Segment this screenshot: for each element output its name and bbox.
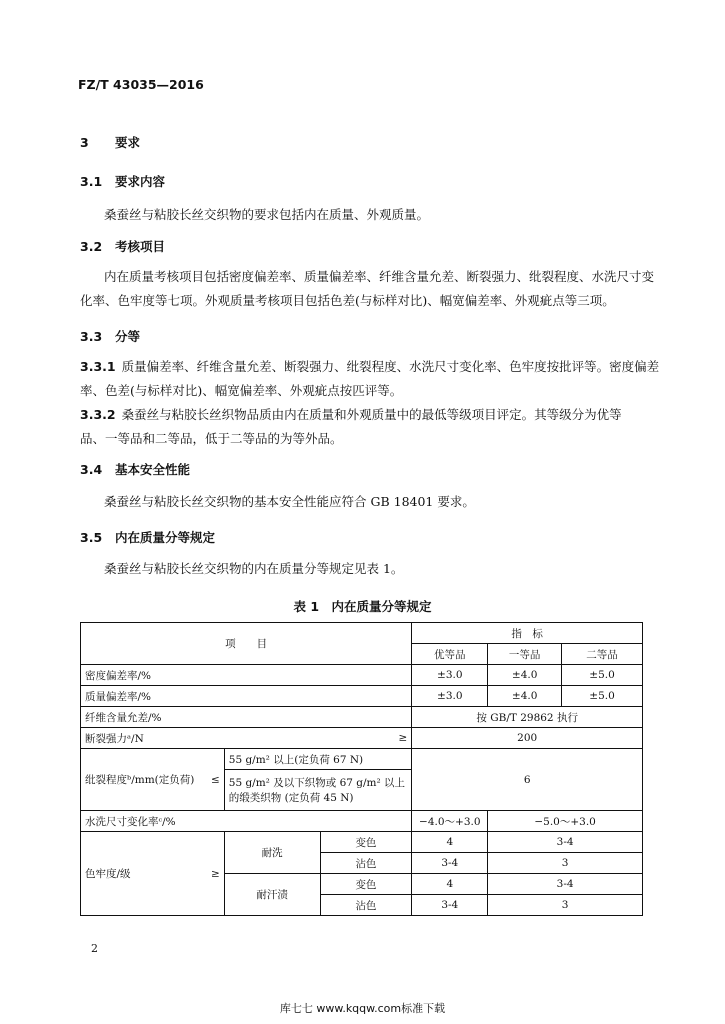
section-title: 分等 bbox=[115, 329, 141, 344]
table-cell: 3-4 bbox=[412, 895, 488, 916]
table-caption: 表 1 内在质量分等规定 bbox=[293, 599, 432, 614]
section-3-3-1-body bbox=[80, 355, 660, 403]
cell-line: 的缎类织物 (定负荷 45 N) bbox=[228, 792, 354, 804]
standard-code: FZ/T 43035—2016 bbox=[78, 77, 204, 92]
row-label: 水洗尺寸变化率ᶜ/% bbox=[81, 811, 412, 832]
row-label: 纤维含量允差/% bbox=[81, 707, 412, 728]
table-row bbox=[81, 686, 643, 707]
table-row bbox=[81, 728, 643, 749]
subsection-number: 3.3.2 bbox=[80, 407, 116, 422]
section-3-2-heading bbox=[80, 237, 165, 255]
table-row bbox=[81, 749, 643, 770]
comparison-symbol: ≤ bbox=[210, 773, 220, 786]
body-line: 率、色差(与标样对比)、幅宽偏差率、外观疵点按匹评等。 bbox=[80, 383, 403, 398]
section-title: 内在质量分等规定 bbox=[115, 530, 216, 545]
section-3-5-heading bbox=[80, 528, 215, 546]
table-cell: 按 GB/T 29862 执行 bbox=[412, 707, 643, 728]
section-3-3-heading bbox=[80, 327, 140, 345]
section-number: 3.1 bbox=[80, 174, 103, 189]
row-label-text: 纰裂程度ᵇ/mm(定负荷) bbox=[85, 774, 195, 786]
table-cell: 沾色 bbox=[320, 853, 412, 874]
row-label: 质量偏差率/% bbox=[81, 686, 412, 707]
row-label bbox=[81, 749, 225, 811]
footer-watermark: 库七七 www.kqqw.com标准下载 bbox=[279, 1002, 446, 1015]
table-cell: ±5.0 bbox=[562, 665, 643, 686]
row-label bbox=[81, 728, 412, 749]
table-cell: 变色 bbox=[320, 832, 412, 853]
table-cell: 6 bbox=[412, 749, 643, 811]
body-line: 内在质量考核项目包括密度偏差率、质量偏差率、纤维含量允差、断裂强力、纰裂程度、水洗尺寸变 bbox=[104, 269, 655, 284]
table-cell: ±3.0 bbox=[412, 686, 488, 707]
row-label-text: 断裂强力ᵃ/N bbox=[85, 732, 144, 745]
section-3-1-heading bbox=[80, 172, 165, 190]
comparison-symbol: ≥ bbox=[210, 867, 220, 880]
table-cell: 4 bbox=[412, 874, 488, 895]
table-cell: 3 bbox=[488, 895, 643, 916]
table-row bbox=[81, 811, 643, 832]
section-number: 3 bbox=[80, 135, 89, 150]
section-title: 考核项目 bbox=[115, 239, 166, 254]
section-3-1-body: 桑蚕丝与粘胶长丝交织物的要求包括内在质量、外观质量。 bbox=[104, 207, 430, 222]
table-cell: 200 bbox=[412, 728, 643, 749]
section-3-3-2-body bbox=[80, 403, 646, 451]
table-cell: 沾色 bbox=[320, 895, 412, 916]
body-line: 桑蚕丝与粘胶长丝织物品质由内在质量和外观质量中的最低等级项目评定。其等级分为优等 bbox=[121, 407, 622, 422]
section-title: 要求 bbox=[115, 135, 141, 150]
section-title: 基本安全性能 bbox=[115, 462, 191, 477]
section-number: 3.3 bbox=[80, 329, 103, 344]
table-cell: 4 bbox=[412, 832, 488, 853]
table-cell: 3-4 bbox=[412, 853, 488, 874]
page-number: 2 bbox=[91, 942, 98, 955]
subsection-number: 3.3.1 bbox=[80, 359, 116, 374]
section-3-4-heading bbox=[80, 460, 190, 478]
section-number: 3.5 bbox=[80, 530, 103, 545]
body-line: 品、一等品和二等品，低于二等品的为等外品。 bbox=[80, 431, 343, 446]
table-cell bbox=[224, 770, 412, 811]
body-line: 质量偏差率、纤维含量允差、断裂强力、纰裂程度、水洗尺寸变化率、色牢度按批评等。密度偏差 bbox=[121, 359, 660, 374]
table-cell: ±4.0 bbox=[488, 686, 562, 707]
section-3-heading bbox=[80, 133, 140, 151]
section-title: 要求内容 bbox=[115, 174, 166, 189]
section-3-5-body: 桑蚕丝与粘胶长丝交织物的内在质量分等规定见表 1。 bbox=[104, 561, 404, 576]
header-item: 项 目 bbox=[81, 623, 412, 665]
table-cell: 3-4 bbox=[488, 874, 643, 895]
table-cell: 变色 bbox=[320, 874, 412, 895]
grade-header: 二等品 bbox=[562, 644, 643, 665]
grade-header: 优等品 bbox=[412, 644, 488, 665]
grade-header: 一等品 bbox=[488, 644, 562, 665]
table-cell: 耐汗渍 bbox=[224, 874, 320, 916]
section-number: 3.2 bbox=[80, 239, 103, 254]
cell-line: 55 g/m² 及以下织物或 67 g/m² 以上 bbox=[228, 777, 406, 789]
table-cell: ±4.0 bbox=[488, 665, 562, 686]
row-label: 密度偏差率/% bbox=[81, 665, 412, 686]
table-cell: ±5.0 bbox=[562, 686, 643, 707]
table-cell: 3-4 bbox=[488, 832, 643, 853]
table-row bbox=[81, 832, 643, 853]
body-line: 化率、色牢度等七项。外观质量考核项目包括色差(与标样对比)、幅宽偏差率、外观疵点等三项。 bbox=[80, 293, 615, 308]
comparison-symbol: ≥ bbox=[398, 732, 408, 744]
quality-grading-table bbox=[80, 622, 643, 916]
section-3-4-body: 桑蚕丝与粘胶长丝交织物的基本安全性能应符合 GB 18401 要求。 bbox=[104, 494, 475, 509]
table-cell: 耐洗 bbox=[224, 832, 320, 874]
table-row bbox=[81, 665, 643, 686]
table-cell: 3 bbox=[488, 853, 643, 874]
table-cell: −4.0～+3.0 bbox=[412, 811, 488, 832]
section-3-2-body bbox=[80, 265, 655, 313]
table-row bbox=[81, 707, 643, 728]
row-label-text: 色牢度/级 bbox=[85, 868, 131, 880]
section-number: 3.4 bbox=[80, 462, 103, 477]
table-cell: 55 g/m² 以上(定负荷 67 N) bbox=[224, 749, 412, 770]
table-header-row bbox=[81, 623, 643, 644]
table-cell: ±3.0 bbox=[412, 665, 488, 686]
table-cell: −5.0～+3.0 bbox=[488, 811, 643, 832]
row-label bbox=[81, 832, 225, 916]
header-index: 指 标 bbox=[412, 623, 643, 644]
